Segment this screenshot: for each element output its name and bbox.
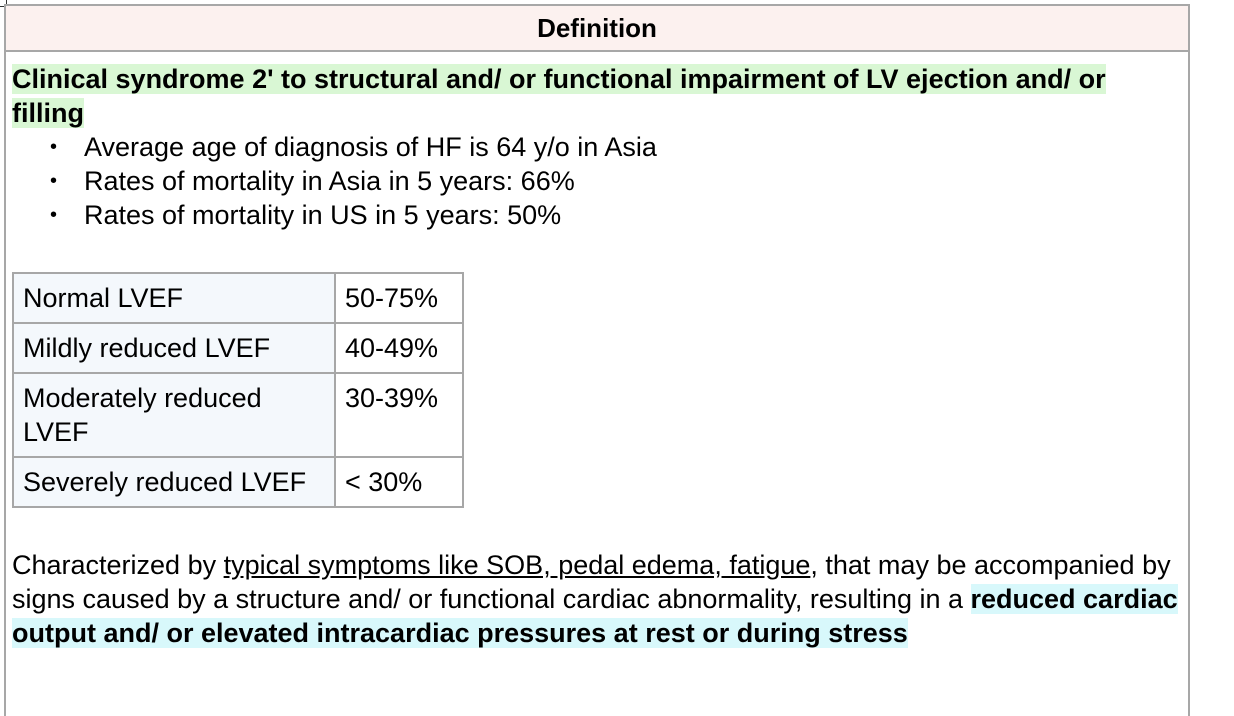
table-cell-label: Moderately reduced LVEF: [13, 373, 335, 457]
list-item-text: Rates of mortality in US in 5 years: 50%: [84, 200, 562, 230]
characterization-paragraph: [12, 548, 1182, 650]
lvef-table: [12, 272, 464, 508]
characterization-prefix: Characterized by: [12, 550, 224, 580]
table-cell-value: < 30%: [335, 457, 463, 507]
list-item-text: Average age of diagnosis of HF is 64 y/o in Asia: [84, 132, 657, 162]
list-item-text: Rates of mortality in Asia in 5 years: 66%: [84, 166, 575, 196]
table-cell-value: 50-75%: [335, 273, 463, 323]
table-cell-label: Mildly reduced LVEF: [13, 323, 335, 373]
characterization-middle: , that may be accompanied by signs caused by a structure and/ or functional cardiac abnormality, resulting in a: [12, 550, 1171, 614]
table-row: [13, 323, 463, 373]
table-cell-label: Normal LVEF: [13, 273, 335, 323]
table-row: [13, 273, 463, 323]
bullet-icon: •: [50, 136, 58, 158]
panel-body: [6, 52, 1188, 650]
definition-panel: [4, 4, 1190, 716]
table-row: [13, 373, 463, 457]
definition-statement: [12, 62, 1182, 130]
table-cell-label: Severely reduced LVEF: [13, 457, 335, 507]
list-item: [50, 198, 1182, 232]
characterization-highlight: reduced cardiac output and/ or elevated intracardiac pressures at rest or during stress: [12, 584, 1178, 648]
panel-title: Definition: [6, 6, 1188, 52]
bullet-icon: •: [50, 170, 58, 192]
symptoms-underlined: typical symptoms like SOB, pedal edema, fatigue: [223, 550, 811, 580]
list-item: [50, 164, 1182, 198]
list-item: [50, 130, 1182, 164]
definition-highlight: Clinical syndrome 2' to structural and/ or functional impairment of LV ejection and/ or filling: [12, 64, 1106, 128]
facts-list: [12, 130, 1182, 232]
bullet-icon: •: [50, 204, 58, 226]
table-row: [13, 457, 463, 507]
table-cell-value: 30-39%: [335, 373, 463, 457]
table-cell-value: 40-49%: [335, 323, 463, 373]
